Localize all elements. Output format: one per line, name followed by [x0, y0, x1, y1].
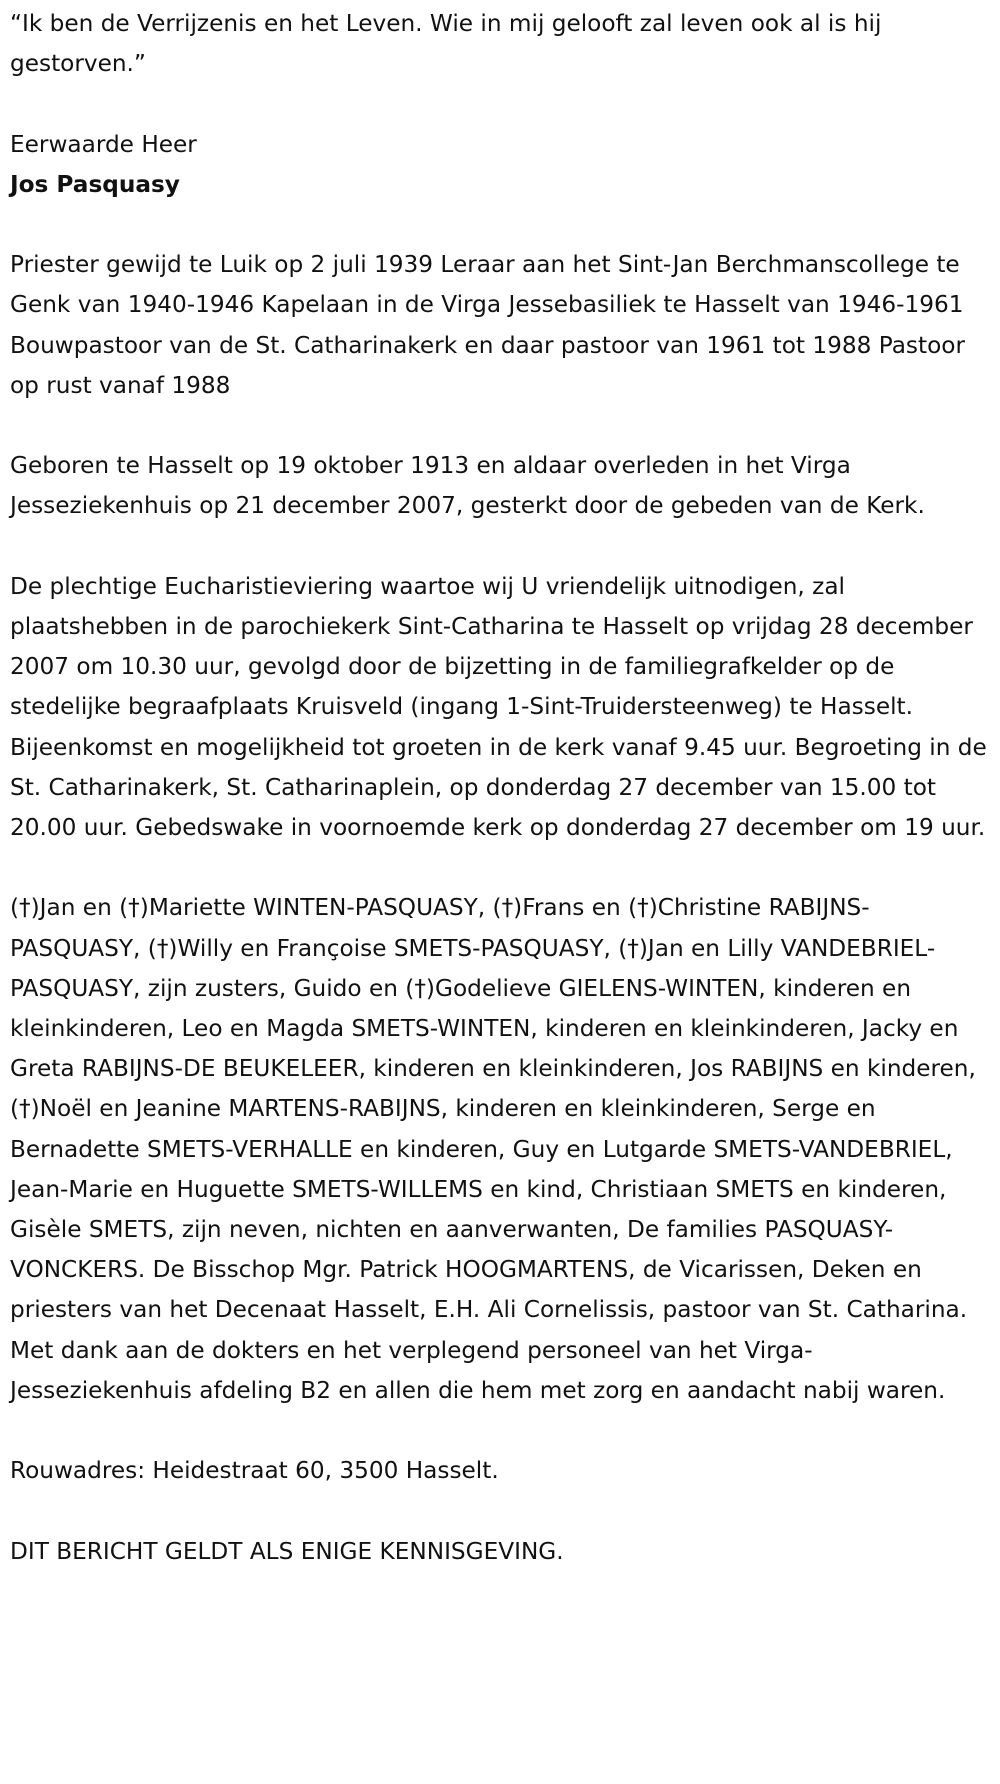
- birth-death-paragraph: Geboren te Hasselt op 19 oktober 1913 en aldaar overleden in het Virga Jesseziekenhuis op 21 december 2007, gesterkt door de gebeden van de Kerk.: [10, 452, 925, 520]
- ceremony-paragraph: De plechtige Eucharistieviering waartoe wij U vriendelijk uitnodigen, zal plaatshebben in de parochiekerk Sint-Catharina te Hasselt op vrijdag 28 december 2007 om 10.30 uur, gevolgd door de bijzetting in de familiegrafkelder op de stedelijke begraafplaats Kruisveld (ingang 1-Sint-Truidersteenweg) te Hasselt. Bijeenkomst en mogelijkheid tot groeten in de kerk vanaf 9.45 uur. Begroeting in de St. Catharinakerk, St. Catharinaplein, op donderdag 27 december van 15.00 tot 20.00 uur. Gebedswake in voornoemde kerk op donderdag 27 december om 19 uur.: [10, 572, 987, 841]
- honorific-title: Eerwaarde Heer: [10, 130, 197, 158]
- career-paragraph: Priester gewijd te Luik op 2 juli 1939 Leraar aan het Sint-Jan Berchmanscollege te Genk van 1940-1946 Kapelaan in de Virga Jessebasiliek te Hasselt van 1946-1961 Bouwpastoor van de St. Catharinakerk en daar pastoor van 1961 tot 1988 Pastoor op rust vanaf 1988: [10, 251, 965, 399]
- deceased-name: Jos Pasquasy: [10, 170, 180, 198]
- bible-quote: “Ik ben de Verrijzenis en het Leven. Wie in mij gelooft zal leven ook al is hij gestorven.”: [10, 10, 882, 78]
- closing-statement: DIT BERICHT GELDT ALS ENIGE KENNISGEVING.: [10, 1537, 564, 1565]
- spacer: [10, 1411, 990, 1451]
- spacer: [10, 84, 990, 124]
- family-paragraph: (†)Jan en (†)Mariette WINTEN-PASQUASY, (†)Frans en (†)Christine RABIJNS-PASQUASY, (†)Willy en Françoise SMETS-PASQUASY, (†)Jan en Lilly VANDEBRIEL-PASQUASY, zijn zusters, Guido en (†)Godelieve GIELENS-WINTEN, kinderen en kleinkinderen, Leo en Magda SMETS-WINTEN, kinderen en kleinkinderen, Jacky en Greta RABIJNS-DE BEUKELEER, kinderen en kleinkinderen, Jos RABIJNS en kinderen, (†)Noël en Jeanine MARTENS-RABIJNS, kinderen en kleinkinderen, Serge en Bernadette SMETS-VERHALLE en kinderen, Guy en Lutgarde SMETS-VANDEBRIEL, Jean-Marie en Huguette SMETS-WILLEMS en kind, Christiaan SMETS en kinderen, Gisèle SMETS, zijn neven, nichten en aanverwanten, De families PASQUASY-VONCKERS. De Bisschop Mgr. Patrick HOOGMARTENS, de Vicarissen, Deken en priesters van het Decenaat Hasselt, E.H. Ali Cornelissis, pastoor van St. Catharina. Met dank aan de dokters en het verplegend personeel van het Virga-Jesseziekenhuis afdeling B2 en allen die hem met zorg en aandacht nabij waren.: [10, 894, 976, 1404]
- spacer: [10, 406, 990, 446]
- spacer: [10, 848, 990, 888]
- mourning-address: Rouwadres: Heidestraat 60, 3500 Hasselt.: [10, 1457, 499, 1485]
- spacer: [10, 527, 990, 567]
- spacer: [10, 205, 990, 245]
- spacer: [10, 1491, 990, 1531]
